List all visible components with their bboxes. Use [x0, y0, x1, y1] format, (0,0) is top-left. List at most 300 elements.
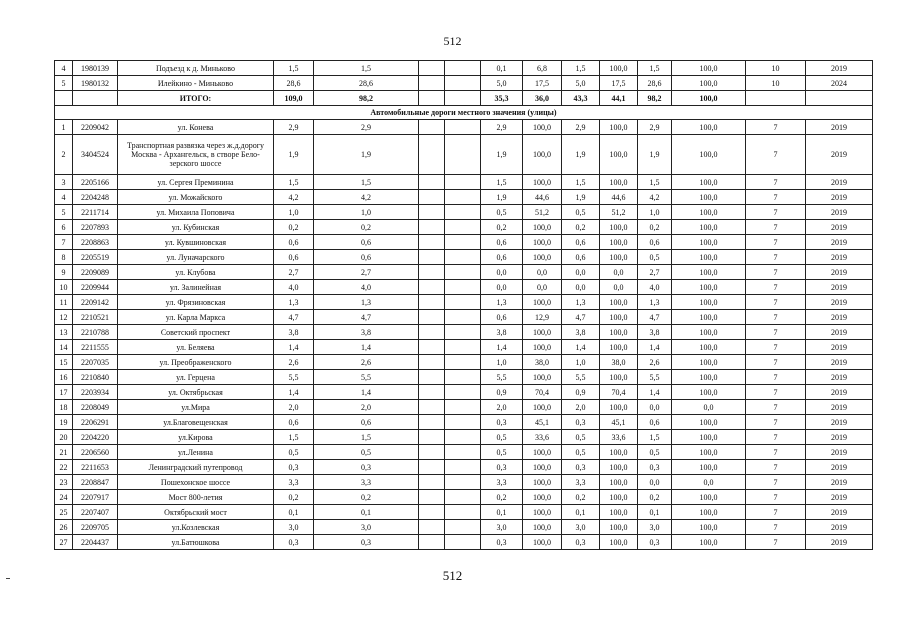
table-cell: 100,0 — [600, 460, 638, 475]
table-cell: 1,9 — [638, 135, 672, 175]
table-row — [55, 175, 873, 190]
table-row — [55, 295, 873, 310]
table-cell — [806, 91, 873, 106]
table-cell: 2019 — [806, 340, 873, 355]
table-cell: 100,0 — [672, 535, 746, 550]
table-cell: 3,3 — [481, 475, 523, 490]
table-cell — [419, 490, 445, 505]
table-cell: 100,0 — [672, 325, 746, 340]
table-cell: 1,0 — [274, 205, 314, 220]
table-cell — [419, 460, 445, 475]
table-cell: 0,9 — [481, 385, 523, 400]
table-cell: 0,0 — [600, 280, 638, 295]
table-cell: 7 — [746, 295, 806, 310]
table-cell: 100,0 — [672, 310, 746, 325]
table-cell: 5,5 — [314, 370, 419, 385]
table-cell: 0,2 — [562, 490, 600, 505]
table-cell: 1,3 — [481, 295, 523, 310]
table-cell: 2019 — [806, 355, 873, 370]
table-cell: 33,6 — [600, 430, 638, 445]
table-cell: ул. Сергея Преминина — [118, 175, 274, 190]
table-row — [55, 250, 873, 265]
table-cell: 2206560 — [73, 445, 118, 460]
table-cell: 1,3 — [314, 295, 419, 310]
table-cell: 7 — [746, 235, 806, 250]
table-cell: 2019 — [806, 61, 873, 76]
table-cell: 2204248 — [73, 190, 118, 205]
table-cell: 3,0 — [481, 520, 523, 535]
table-cell: 7 — [746, 400, 806, 415]
table-cell: 0,5 — [638, 445, 672, 460]
table-cell: 0,2 — [562, 220, 600, 235]
table-cell: 100,0 — [600, 400, 638, 415]
table-cell: 0,6 — [481, 250, 523, 265]
table-cell — [445, 120, 481, 135]
table-cell: 25 — [55, 505, 73, 520]
table-cell: 44,6 — [600, 190, 638, 205]
table-cell: 2209042 — [73, 120, 118, 135]
table-cell: 7 — [746, 475, 806, 490]
table-cell: 2 — [55, 135, 73, 175]
table-row — [55, 400, 873, 415]
table-cell: 100,0 — [523, 250, 562, 265]
table-cell — [419, 205, 445, 220]
table-cell: 0,2 — [638, 220, 672, 235]
table-cell: 0,2 — [274, 490, 314, 505]
table-cell: 2,9 — [638, 120, 672, 135]
table-row — [55, 205, 873, 220]
table-cell: 100,0 — [672, 370, 746, 385]
table-cell: 0,2 — [314, 490, 419, 505]
table-cell: 2203934 — [73, 385, 118, 400]
table-cell: ул. Герцена — [118, 370, 274, 385]
table-cell: 0,6 — [314, 250, 419, 265]
table-cell: 100,0 — [672, 265, 746, 280]
table-cell: 1,9 — [481, 135, 523, 175]
table-cell — [419, 535, 445, 550]
table-cell: 100,0 — [672, 76, 746, 91]
table-cell: 1,5 — [274, 61, 314, 76]
table-row — [55, 490, 873, 505]
table-cell: 2,7 — [314, 265, 419, 280]
table-cell: 2019 — [806, 520, 873, 535]
table-cell: 2210788 — [73, 325, 118, 340]
table-cell: 4 — [55, 190, 73, 205]
table-cell: ул. Конева — [118, 120, 274, 135]
table-cell: ул.Батюшкова — [118, 535, 274, 550]
table-cell — [419, 415, 445, 430]
table-cell: 0,5 — [638, 250, 672, 265]
table-cell — [445, 445, 481, 460]
table-row — [55, 370, 873, 385]
table-cell — [445, 235, 481, 250]
table-cell: 2206291 — [73, 415, 118, 430]
table-cell: 2208863 — [73, 235, 118, 250]
table-cell — [445, 91, 481, 106]
table-cell: 4,2 — [314, 190, 419, 205]
table-cell: 0,3 — [274, 535, 314, 550]
table-row — [55, 355, 873, 370]
table-cell: 38,0 — [523, 355, 562, 370]
table-cell: 0,6 — [274, 415, 314, 430]
table-cell: ул. Луначарского — [118, 250, 274, 265]
table-cell: 2,6 — [314, 355, 419, 370]
table-cell: 1,5 — [638, 175, 672, 190]
table-cell: 100,0 — [600, 535, 638, 550]
table-cell: 9 — [55, 265, 73, 280]
table-cell — [419, 310, 445, 325]
table-cell — [445, 355, 481, 370]
table-cell — [419, 325, 445, 340]
table-cell: 0,0 — [523, 280, 562, 295]
table-cell: 1,4 — [562, 340, 600, 355]
table-cell: 7 — [746, 175, 806, 190]
table-cell: 2205166 — [73, 175, 118, 190]
table-cell: 7 — [746, 445, 806, 460]
table-cell: 2207035 — [73, 355, 118, 370]
table-cell: 7 — [746, 220, 806, 235]
table-cell: 18 — [55, 400, 73, 415]
table-cell — [445, 520, 481, 535]
table-cell: 7 — [746, 280, 806, 295]
table-cell — [55, 91, 73, 106]
table-cell: 100,0 — [600, 175, 638, 190]
table-cell: 12 — [55, 310, 73, 325]
table-cell: 5,5 — [638, 370, 672, 385]
table-cell: 7 — [746, 505, 806, 520]
table-cell: 100,0 — [672, 91, 746, 106]
table-cell: Советский проспект — [118, 325, 274, 340]
table-cell: ул.Кирова — [118, 430, 274, 445]
table-row — [55, 325, 873, 340]
table-cell: 38,0 — [600, 355, 638, 370]
table-cell: 2205519 — [73, 250, 118, 265]
table-cell: 0,6 — [638, 415, 672, 430]
table-cell: 1,9 — [314, 135, 419, 175]
table-cell — [419, 355, 445, 370]
table-cell: Транспортная развязка через ж.д.дорогу Москва - Архангельск, в створе Бело- зерского шоссе — [118, 135, 274, 175]
table-row — [55, 460, 873, 475]
table-cell: 1,9 — [274, 135, 314, 175]
table-cell: 7 — [746, 135, 806, 175]
table-cell: 100,0 — [523, 475, 562, 490]
table-cell — [419, 120, 445, 135]
table-cell: 100,0 — [523, 370, 562, 385]
table-cell: ул. Кувшиновская — [118, 235, 274, 250]
table-cell: 100,0 — [600, 370, 638, 385]
table-cell: 100,0 — [523, 505, 562, 520]
table-cell: 2019 — [806, 370, 873, 385]
table-cell — [445, 385, 481, 400]
table-cell: 7 — [746, 430, 806, 445]
table-cell: 0,3 — [481, 535, 523, 550]
table-cell: 10 — [746, 76, 806, 91]
table-cell: 0,5 — [481, 205, 523, 220]
table-cell — [445, 340, 481, 355]
table-cell: ул. Беляева — [118, 340, 274, 355]
table-cell: 109,0 — [274, 91, 314, 106]
table-cell: 100,0 — [600, 505, 638, 520]
table-row — [55, 135, 873, 175]
total-row — [55, 91, 873, 106]
table-row — [55, 76, 873, 91]
table-cell: 1,9 — [562, 190, 600, 205]
table-cell: 22 — [55, 460, 73, 475]
table-cell: 100,0 — [672, 61, 746, 76]
table-row — [55, 505, 873, 520]
table-cell: 2019 — [806, 385, 873, 400]
table-cell: 100,0 — [672, 235, 746, 250]
table-cell: 5 — [55, 76, 73, 91]
table-cell: 2024 — [806, 76, 873, 91]
table-row — [55, 120, 873, 135]
table-cell: 1,5 — [274, 175, 314, 190]
table-cell: 2211653 — [73, 460, 118, 475]
table-cell: 100,0 — [672, 490, 746, 505]
table-cell — [419, 175, 445, 190]
table-cell: 2019 — [806, 190, 873, 205]
table-cell: 7 — [746, 460, 806, 475]
table-cell: 0,3 — [562, 460, 600, 475]
table-cell — [419, 475, 445, 490]
table-cell: 2019 — [806, 265, 873, 280]
table-row — [55, 445, 873, 460]
table-row — [55, 190, 873, 205]
table-cell: 100,0 — [672, 340, 746, 355]
table-cell: 100,0 — [672, 220, 746, 235]
table-cell: 100,0 — [523, 235, 562, 250]
table-cell: 100,0 — [523, 460, 562, 475]
table-row — [55, 310, 873, 325]
table-cell: 1,5 — [274, 430, 314, 445]
table-cell: 2208847 — [73, 475, 118, 490]
table-cell: 2019 — [806, 325, 873, 340]
table-cell: 2209705 — [73, 520, 118, 535]
table-cell: 0,1 — [481, 505, 523, 520]
table-cell: 8 — [55, 250, 73, 265]
table-cell: 0,3 — [481, 415, 523, 430]
table-cell: 7 — [746, 520, 806, 535]
table-cell: 7 — [746, 535, 806, 550]
table-cell — [445, 535, 481, 550]
table-cell: 28,6 — [274, 76, 314, 91]
table-row — [55, 340, 873, 355]
table-cell: ул. Михаила Поповича — [118, 205, 274, 220]
table-cell: 0,1 — [274, 505, 314, 520]
table-cell: 0,3 — [638, 535, 672, 550]
table-cell: 7 — [746, 325, 806, 340]
table-cell: 12,9 — [523, 310, 562, 325]
table-cell: 7 — [746, 120, 806, 135]
table-cell: 7 — [55, 235, 73, 250]
table-cell: ул. Преображенского — [118, 355, 274, 370]
table-cell: 0,0 — [672, 475, 746, 490]
table-cell: 7 — [746, 340, 806, 355]
table-cell: Мост 800-летия — [118, 490, 274, 505]
table-cell — [445, 265, 481, 280]
table-cell: 100,0 — [672, 385, 746, 400]
table-cell: 2,0 — [562, 400, 600, 415]
table-cell: 28,6 — [314, 76, 419, 91]
table-cell — [419, 91, 445, 106]
table-cell: 2019 — [806, 430, 873, 445]
table-cell: 3,8 — [274, 325, 314, 340]
table-cell: 0,6 — [481, 310, 523, 325]
table-cell: 2,6 — [638, 355, 672, 370]
table-cell — [445, 220, 481, 235]
table-cell: 100,0 — [600, 520, 638, 535]
table-cell: 0,2 — [481, 490, 523, 505]
table-cell: 100,0 — [600, 325, 638, 340]
table-cell — [419, 370, 445, 385]
table-cell: 20 — [55, 430, 73, 445]
table-cell: 2019 — [806, 445, 873, 460]
table-cell: 2,0 — [274, 400, 314, 415]
table-cell — [445, 76, 481, 91]
table-cell: 4 — [55, 61, 73, 76]
table-cell: 2204220 — [73, 430, 118, 445]
table-cell: 7 — [746, 190, 806, 205]
table-cell: 0,3 — [638, 460, 672, 475]
table-cell — [445, 505, 481, 520]
table-cell: 5,5 — [481, 370, 523, 385]
table-cell: 1,4 — [638, 340, 672, 355]
table-cell: 100,0 — [672, 175, 746, 190]
table-cell — [419, 190, 445, 205]
table-cell: Ленинградский путепровод — [118, 460, 274, 475]
table-cell: 2019 — [806, 475, 873, 490]
table-cell: 6 — [55, 220, 73, 235]
table-cell: 2019 — [806, 250, 873, 265]
table-cell: 100,0 — [523, 220, 562, 235]
table-cell: 100,0 — [523, 490, 562, 505]
table-cell: 3,3 — [562, 475, 600, 490]
table-row — [55, 265, 873, 280]
table-cell: 4,2 — [638, 190, 672, 205]
page-number-top: 512 — [443, 34, 462, 48]
table-cell: 2,9 — [562, 120, 600, 135]
table-cell: 2019 — [806, 310, 873, 325]
table-cell: 0,6 — [481, 235, 523, 250]
table-cell: 0,3 — [481, 460, 523, 475]
table-cell: 0,6 — [274, 235, 314, 250]
table-cell — [445, 310, 481, 325]
table-cell: 100,0 — [672, 355, 746, 370]
table-cell: 100,0 — [672, 415, 746, 430]
table-cell: 100,0 — [600, 250, 638, 265]
table-cell: 10 — [746, 61, 806, 76]
table-cell: 51,2 — [600, 205, 638, 220]
table-row — [55, 220, 873, 235]
table-row — [55, 235, 873, 250]
table-cell: 1,4 — [274, 340, 314, 355]
table-cell — [445, 325, 481, 340]
table-cell: ул.Ленина — [118, 445, 274, 460]
table-cell: 0,5 — [274, 445, 314, 460]
table-cell: 100,0 — [523, 135, 562, 175]
table-cell: 2019 — [806, 280, 873, 295]
table-cell: 100,0 — [672, 280, 746, 295]
table-cell — [419, 135, 445, 175]
table-cell: 1,0 — [638, 205, 672, 220]
table-cell: 1980132 — [73, 76, 118, 91]
table-cell: 0,0 — [672, 400, 746, 415]
table-cell: 100,0 — [672, 120, 746, 135]
table-cell: 100,0 — [523, 120, 562, 135]
table-cell — [419, 340, 445, 355]
table-cell: 5,5 — [562, 370, 600, 385]
table-cell: Пошехонское шоссе — [118, 475, 274, 490]
table-cell — [419, 220, 445, 235]
table-cell: 4,2 — [274, 190, 314, 205]
table-cell: 1,0 — [562, 355, 600, 370]
table-cell: 0,0 — [481, 265, 523, 280]
table-cell: 1,9 — [481, 190, 523, 205]
table-cell: Подъезд к д. Миньково — [118, 61, 274, 76]
table-cell: ул. Кубинская — [118, 220, 274, 235]
table-cell: 100,0 — [600, 120, 638, 135]
table-cell: 1,3 — [274, 295, 314, 310]
table-cell: 23 — [55, 475, 73, 490]
table-cell: 0,0 — [638, 400, 672, 415]
table-cell — [445, 460, 481, 475]
table-cell: 45,1 — [523, 415, 562, 430]
table-cell: 17,5 — [600, 76, 638, 91]
table-cell: 6,8 — [523, 61, 562, 76]
table-row — [55, 415, 873, 430]
table-cell: 3,0 — [638, 520, 672, 535]
table-cell: 7 — [746, 310, 806, 325]
table-row — [55, 430, 873, 445]
table-cell — [445, 135, 481, 175]
table-cell: 0,3 — [562, 535, 600, 550]
table-cell: ул.Козлевская — [118, 520, 274, 535]
table-cell: 1,5 — [314, 61, 419, 76]
table-cell: 2209944 — [73, 280, 118, 295]
table-cell: 1,5 — [314, 175, 419, 190]
table-cell — [419, 280, 445, 295]
table-cell — [419, 250, 445, 265]
table-cell: 10 — [55, 280, 73, 295]
table-cell: 0,1 — [562, 505, 600, 520]
table-cell: 1 — [55, 120, 73, 135]
table-cell: 7 — [746, 250, 806, 265]
table-cell: 4,7 — [638, 310, 672, 325]
table-cell: 100,0 — [600, 310, 638, 325]
table-cell: ул. Фрязиновская — [118, 295, 274, 310]
table-cell: 2019 — [806, 295, 873, 310]
table-cell: 33,6 — [523, 430, 562, 445]
table-cell: 35,3 — [481, 91, 523, 106]
table-cell: 100,0 — [672, 250, 746, 265]
table-cell: 3,0 — [274, 520, 314, 535]
table-cell — [445, 400, 481, 415]
table-cell — [445, 490, 481, 505]
table-cell: ул. Залинейная — [118, 280, 274, 295]
table-cell — [419, 430, 445, 445]
table-cell: 100,0 — [600, 475, 638, 490]
table-cell: 2,7 — [274, 265, 314, 280]
table-cell: 2,9 — [481, 120, 523, 135]
table-cell: 7 — [746, 490, 806, 505]
table-cell: 100,0 — [600, 340, 638, 355]
table-cell: 2,0 — [314, 400, 419, 415]
table-cell: 100,0 — [672, 295, 746, 310]
table-cell: 2211555 — [73, 340, 118, 355]
table-cell: 1,3 — [562, 295, 600, 310]
table-cell: 0,2 — [274, 220, 314, 235]
table-cell: 2019 — [806, 120, 873, 135]
